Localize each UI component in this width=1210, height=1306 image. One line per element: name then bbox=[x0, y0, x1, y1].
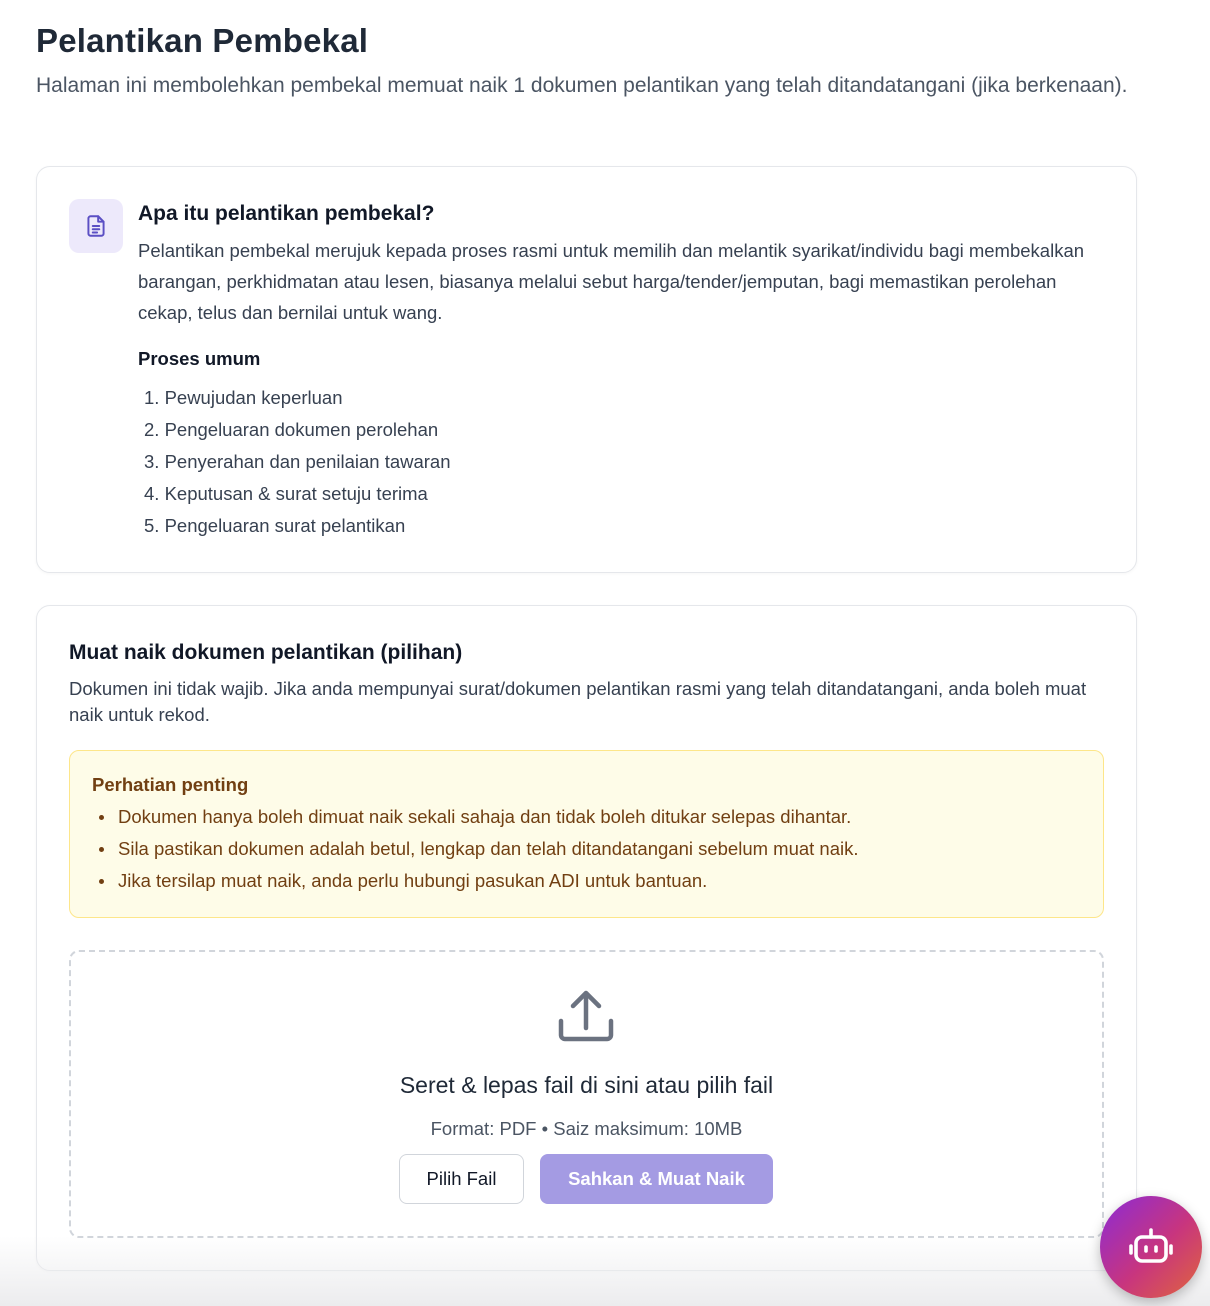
upload-icon bbox=[557, 988, 615, 1046]
process-step: 1. Pewujudan keperluan bbox=[144, 387, 343, 408]
document-icon bbox=[69, 199, 123, 253]
notice-list bbox=[118, 801, 859, 897]
file-dropzone[interactable] bbox=[69, 950, 1104, 1238]
process-title: Proses umum bbox=[138, 348, 261, 369]
confirm-upload-button[interactable]: Sahkan & Muat Naik bbox=[540, 1154, 773, 1204]
notice-item: Dokumen hanya boleh dimuat naik sekali sahaja dan tidak boleh ditukar selepas dihantar. bbox=[118, 801, 859, 833]
dropzone-text: Seret & lepas fail di sini atau pilih fail bbox=[399, 1072, 774, 1098]
notice-title: Perhatian penting bbox=[92, 774, 249, 795]
upload-title: Muat naik dokumen pelantikan (pilihan) bbox=[69, 641, 463, 664]
info-title: Apa itu pelantikan pembekal? bbox=[138, 202, 435, 225]
process-step: 3. Penyerahan dan penilaian tawaran bbox=[144, 451, 451, 472]
notice-item: Sila pastikan dokumen adalah betul, lengkap dan telah ditandatangani sebelum muat naik. bbox=[118, 833, 859, 865]
choose-file-button[interactable]: Pilih Fail bbox=[399, 1154, 524, 1204]
robot-icon bbox=[1126, 1222, 1176, 1272]
process-list bbox=[144, 382, 451, 542]
assistant-button[interactable] bbox=[1100, 1196, 1202, 1298]
process-step: 4. Keputusan & surat setuju terima bbox=[144, 483, 428, 504]
process-step: 5. Pengeluaran surat pelantikan bbox=[144, 515, 406, 536]
page-title: Pelantikan Pembekal bbox=[36, 22, 369, 59]
upload-description: Dokumen ini tidak wajib. Jika anda mempunyai surat/dokumen pelantikan rasmi yang telah ditandatangani, anda boleh muat naik untuk rekod. bbox=[69, 678, 1087, 725]
page-subtitle: Halaman ini membolehkan pembekal memuat naik 1 dokumen pelantikan yang telah ditandatangani (jika berkenaan). bbox=[36, 74, 1128, 97]
info-description: Pelantikan pembekal merujuk kepada proses rasmi untuk memilih dan melantik syarikat/individu bagi membekalkan barangan, perkhidmatan atau lesen, biasanya melalui sebut harga/tender/jemputan, bagi memastikan perolehan cekap, telus dan bernilai untuk wang. bbox=[138, 240, 1085, 323]
notice-box bbox=[69, 750, 1104, 918]
file-format-hint: Format: PDF • Saiz maksimum: 10MB bbox=[430, 1118, 743, 1139]
process-step: 2. Pengeluaran dokumen perolehan bbox=[144, 419, 439, 440]
notice-item: Jika tersilap muat naik, anda perlu hubungi pasukan ADI untuk bantuan. bbox=[118, 865, 859, 897]
info-card bbox=[36, 166, 1137, 573]
upload-card bbox=[36, 605, 1137, 1271]
